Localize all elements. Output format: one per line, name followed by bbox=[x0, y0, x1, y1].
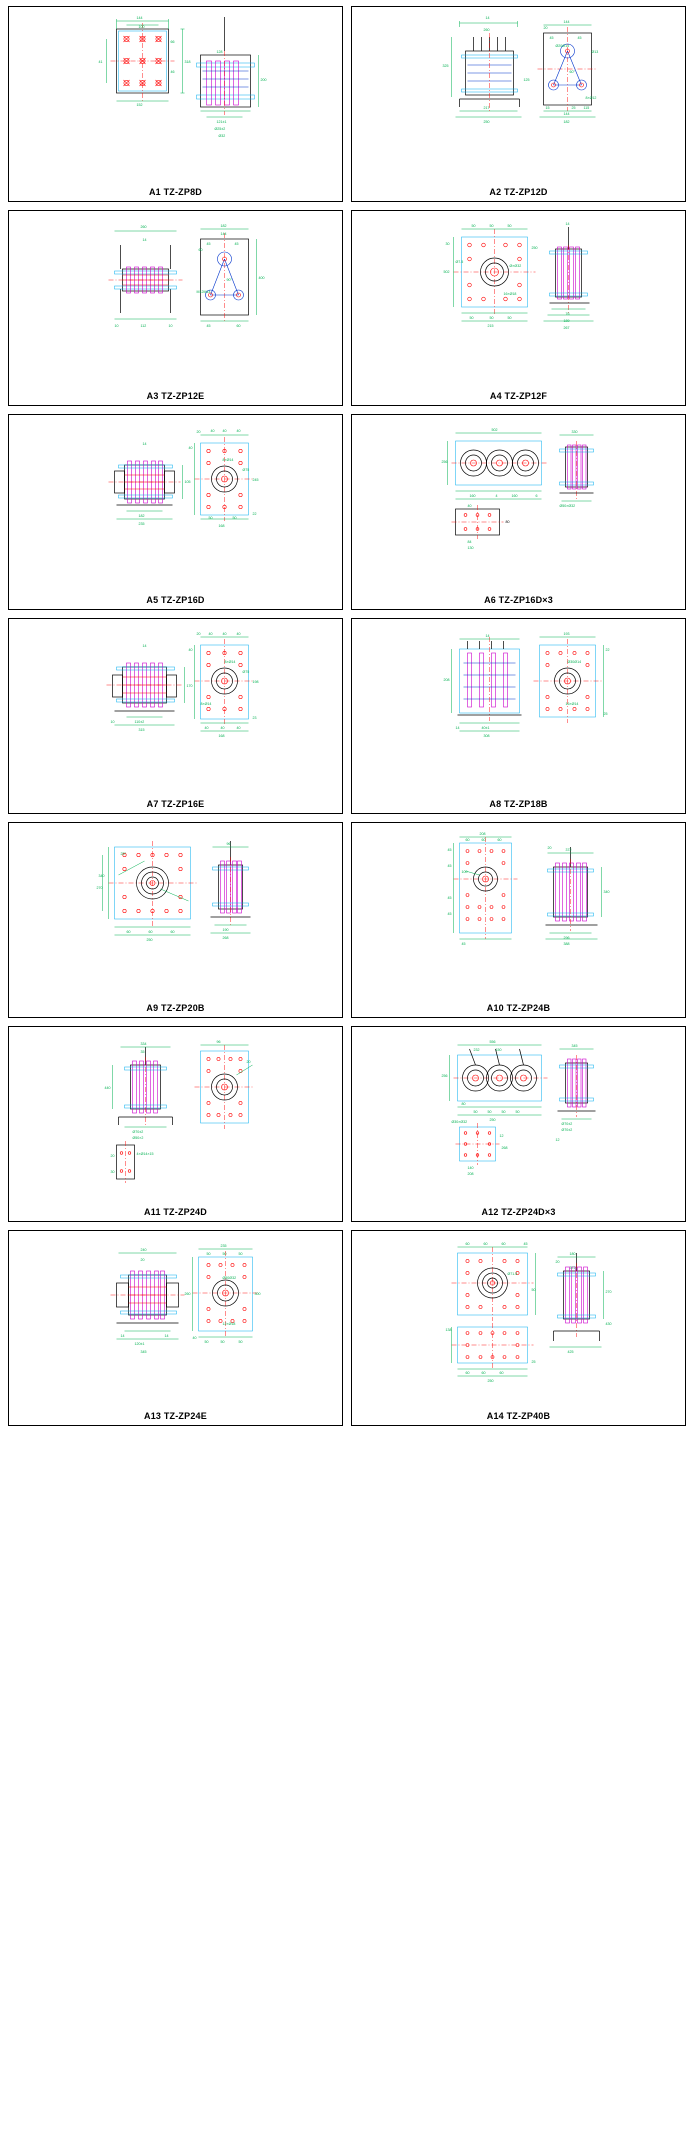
svg-text:144: 144 bbox=[563, 112, 570, 116]
svg-text:60: 60 bbox=[497, 838, 502, 842]
drawing-a3 bbox=[9, 211, 342, 379]
svg-text:20: 20 bbox=[196, 430, 201, 434]
svg-text:40: 40 bbox=[188, 648, 193, 652]
svg-text:14: 14 bbox=[142, 442, 147, 446]
svg-text:4: 4 bbox=[495, 494, 498, 498]
panel-a13 bbox=[8, 1230, 343, 1426]
svg-text:12×Ø18: 12×Ø18 bbox=[222, 1322, 236, 1326]
svg-text:12: 12 bbox=[499, 1134, 504, 1138]
svg-text:150: 150 bbox=[495, 1048, 502, 1052]
svg-text:180: 180 bbox=[569, 1252, 576, 1256]
svg-text:60: 60 bbox=[126, 930, 131, 934]
panel-a11-canvas bbox=[9, 1027, 342, 1195]
svg-text:50: 50 bbox=[507, 316, 512, 320]
svg-text:40: 40 bbox=[236, 429, 241, 433]
svg-text:Ø71.5: Ø71.5 bbox=[507, 1272, 518, 1276]
svg-text:60: 60 bbox=[501, 1242, 506, 1246]
svg-text:193: 193 bbox=[563, 632, 570, 636]
svg-text:60: 60 bbox=[481, 1371, 486, 1375]
svg-text:40: 40 bbox=[222, 632, 227, 636]
svg-text:40: 40 bbox=[208, 632, 213, 636]
panel-a5 bbox=[8, 414, 343, 610]
svg-text:189: 189 bbox=[563, 319, 570, 323]
svg-text:430: 430 bbox=[605, 1322, 612, 1326]
svg-text:80: 80 bbox=[461, 1102, 466, 1106]
drawing-a4 bbox=[352, 211, 685, 379]
drawing-a14 bbox=[352, 1231, 685, 1399]
svg-text:4×Ø14×15: 4×Ø14×15 bbox=[136, 1152, 154, 1156]
svg-text:182: 182 bbox=[563, 120, 570, 124]
svg-text:Ø50×2: Ø50×2 bbox=[132, 1136, 144, 1140]
svg-text:425: 425 bbox=[567, 1350, 574, 1354]
svg-text:60: 60 bbox=[170, 930, 175, 934]
svg-text:40: 40 bbox=[236, 632, 241, 636]
svg-text:14: 14 bbox=[142, 644, 147, 648]
svg-text:240: 240 bbox=[140, 1248, 147, 1252]
svg-text:50: 50 bbox=[471, 224, 476, 228]
svg-text:190: 190 bbox=[222, 928, 229, 932]
svg-text:168: 168 bbox=[218, 734, 225, 738]
svg-text:45: 45 bbox=[577, 36, 582, 40]
panel-a5-canvas bbox=[9, 415, 342, 583]
svg-text:20: 20 bbox=[110, 1154, 115, 1158]
svg-text:Ø13: Ø13 bbox=[591, 50, 599, 54]
svg-text:25: 25 bbox=[603, 712, 608, 716]
svg-text:300: 300 bbox=[254, 1292, 261, 1296]
svg-text:345: 345 bbox=[140, 1350, 147, 1354]
drawing-a9 bbox=[9, 823, 342, 991]
svg-text:Ø32: Ø32 bbox=[218, 134, 226, 138]
svg-text:90°: 90° bbox=[226, 278, 232, 282]
panel-a4 bbox=[351, 210, 686, 406]
svg-text:250: 250 bbox=[487, 1379, 494, 1383]
svg-text:Ø×Ø32: Ø×Ø32 bbox=[509, 264, 522, 268]
drawing-a12 bbox=[352, 1027, 685, 1195]
svg-text:235: 235 bbox=[138, 522, 145, 526]
panel-a10 bbox=[351, 822, 686, 1018]
drawing-a10 bbox=[352, 823, 685, 991]
svg-text:40±1: 40±1 bbox=[481, 726, 490, 730]
panel-a8-caption: A8 TZ-ZP18B bbox=[489, 799, 548, 809]
svg-text:14: 14 bbox=[164, 1334, 169, 1338]
panel-a4-caption: A4 TZ-ZP12F bbox=[489, 391, 548, 401]
svg-text:20: 20 bbox=[555, 1260, 560, 1264]
svg-text:50: 50 bbox=[208, 516, 213, 520]
svg-text:110±2: 110±2 bbox=[134, 720, 145, 724]
svg-text:Ø70±2: Ø70±2 bbox=[561, 1122, 573, 1126]
drawing-a2 bbox=[352, 7, 685, 175]
svg-text:14: 14 bbox=[485, 16, 490, 20]
svg-text:144: 144 bbox=[563, 20, 570, 24]
svg-text:22: 22 bbox=[605, 648, 610, 652]
svg-text:270: 270 bbox=[96, 886, 103, 890]
svg-text:250: 250 bbox=[483, 120, 490, 124]
svg-text:208: 208 bbox=[467, 1172, 474, 1176]
svg-text:80: 80 bbox=[505, 520, 510, 524]
svg-text:318: 318 bbox=[184, 60, 191, 64]
svg-text:50: 50 bbox=[489, 224, 494, 228]
panel-a4-canvas bbox=[352, 211, 685, 379]
panel-a12 bbox=[351, 1026, 686, 1222]
panel-a6-caption: A6 TZ-ZP16D×3 bbox=[484, 595, 553, 605]
svg-text:45: 45 bbox=[447, 912, 452, 916]
panel-a1-caption: A1 TZ-ZP8D bbox=[148, 187, 202, 197]
svg-text:Ø25±2: Ø25±2 bbox=[214, 127, 226, 131]
panel-a2-caption: A2 TZ-ZP12D bbox=[489, 187, 548, 197]
svg-text:45: 45 bbox=[206, 324, 211, 328]
svg-text:14: 14 bbox=[142, 238, 147, 242]
svg-text:334: 334 bbox=[140, 1042, 147, 1046]
svg-text:Ø30×Ø32: Ø30×Ø32 bbox=[451, 1120, 468, 1124]
panel-a14-caption: A14 TZ-ZP40B bbox=[486, 1411, 551, 1421]
svg-text:235: 235 bbox=[220, 1244, 227, 1248]
panel-a14-canvas bbox=[352, 1231, 685, 1399]
svg-text:50: 50 bbox=[489, 316, 494, 320]
svg-text:152: 152 bbox=[136, 103, 143, 107]
panel-a3 bbox=[8, 210, 343, 406]
svg-text:440: 440 bbox=[104, 1086, 111, 1090]
drawing-a7 bbox=[9, 619, 342, 787]
svg-text:25°: 25° bbox=[120, 852, 126, 856]
panel-a3-caption: A3 TZ-ZP12E bbox=[146, 391, 205, 401]
svg-text:20: 20 bbox=[547, 846, 552, 850]
svg-text:372: 372 bbox=[569, 1266, 576, 1270]
panel-a12-caption: A12 TZ-ZP24D×3 bbox=[481, 1207, 556, 1217]
svg-text:45: 45 bbox=[447, 864, 452, 868]
svg-text:388: 388 bbox=[563, 942, 570, 946]
svg-text:50: 50 bbox=[222, 1252, 227, 1256]
svg-text:268: 268 bbox=[501, 1146, 508, 1150]
svg-text:340: 340 bbox=[603, 890, 610, 894]
svg-text:256: 256 bbox=[441, 460, 448, 464]
svg-text:200: 200 bbox=[260, 78, 267, 82]
svg-text:198: 198 bbox=[252, 680, 259, 684]
svg-text:8×Ø14: 8×Ø14 bbox=[200, 702, 212, 706]
panel-a1-canvas bbox=[9, 7, 342, 175]
svg-text:23: 23 bbox=[252, 716, 257, 720]
panel-a13-canvas bbox=[9, 1231, 342, 1399]
panel-a11-caption: A11 TZ-ZP24D bbox=[144, 1207, 207, 1217]
svg-text:325: 325 bbox=[442, 64, 449, 68]
svg-text:16×Ø14: 16×Ø14 bbox=[565, 702, 579, 706]
svg-text:45: 45 bbox=[461, 942, 466, 946]
svg-text:14: 14 bbox=[485, 634, 490, 638]
svg-text:260: 260 bbox=[140, 225, 147, 229]
svg-text:60: 60 bbox=[465, 1242, 470, 1246]
panel-a9-caption: A9 TZ-ZP20B bbox=[146, 1003, 205, 1013]
svg-text:130: 130 bbox=[467, 546, 474, 550]
panel-a7-canvas bbox=[9, 619, 342, 787]
panel-a8-canvas bbox=[352, 619, 685, 787]
svg-text:30: 30 bbox=[110, 1170, 115, 1174]
svg-text:502: 502 bbox=[491, 428, 498, 432]
svg-text:8×Ø14: 8×Ø14 bbox=[224, 660, 236, 664]
svg-text:120±1: 120±1 bbox=[134, 1342, 145, 1346]
svg-text:50: 50 bbox=[473, 1110, 478, 1114]
svg-text:50: 50 bbox=[206, 1252, 211, 1256]
svg-text:250: 250 bbox=[146, 938, 153, 942]
panel-a5-caption: A5 TZ-ZP16D bbox=[146, 595, 205, 605]
panel-a14 bbox=[351, 1230, 686, 1426]
svg-text:100: 100 bbox=[461, 870, 468, 874]
svg-text:182: 182 bbox=[220, 224, 227, 228]
panel-a6-canvas bbox=[352, 415, 685, 583]
svg-text:60: 60 bbox=[499, 1371, 504, 1375]
svg-text:100: 100 bbox=[138, 25, 145, 29]
svg-text:330: 330 bbox=[571, 430, 578, 434]
svg-text:40: 40 bbox=[467, 504, 472, 508]
svg-text:96: 96 bbox=[216, 1040, 221, 1044]
svg-text:50: 50 bbox=[501, 1110, 506, 1114]
svg-text:245: 245 bbox=[252, 478, 259, 482]
panel-a2-canvas bbox=[352, 7, 685, 175]
svg-text:Ø70±2: Ø70±2 bbox=[132, 1130, 144, 1134]
svg-text:125: 125 bbox=[523, 78, 530, 82]
svg-text:14: 14 bbox=[120, 1334, 125, 1338]
svg-text:Ø7.5: Ø7.5 bbox=[455, 260, 464, 264]
svg-text:345: 345 bbox=[571, 1044, 578, 1048]
panel-a9-canvas bbox=[9, 823, 342, 991]
panel-a13-caption: A13 TZ-ZP24E bbox=[144, 1411, 207, 1421]
panel-a3-canvas bbox=[9, 211, 342, 379]
svg-text:10: 10 bbox=[168, 324, 173, 328]
panel-a10-caption: A10 TZ-ZP24B bbox=[486, 1003, 551, 1013]
svg-text:20: 20 bbox=[140, 1258, 145, 1262]
svg-text:40: 40 bbox=[204, 726, 209, 730]
svg-text:232: 232 bbox=[473, 1048, 480, 1052]
svg-text:25: 25 bbox=[571, 106, 576, 110]
svg-text:35: 35 bbox=[140, 1050, 145, 1054]
svg-text:160: 160 bbox=[511, 494, 518, 498]
drawing-a11 bbox=[9, 1027, 342, 1195]
svg-text:260: 260 bbox=[483, 28, 490, 32]
svg-text:50: 50 bbox=[204, 1340, 209, 1344]
svg-text:270: 270 bbox=[605, 1290, 612, 1294]
svg-text:45: 45 bbox=[206, 242, 211, 246]
svg-text:46: 46 bbox=[170, 70, 175, 74]
svg-text:Ø20Ø14: Ø20Ø14 bbox=[555, 44, 570, 48]
svg-text:40: 40 bbox=[236, 726, 241, 730]
panel-a9 bbox=[8, 822, 343, 1018]
svg-text:50: 50 bbox=[487, 1110, 492, 1114]
svg-text:30: 30 bbox=[445, 242, 450, 246]
svg-text:50: 50 bbox=[507, 224, 512, 228]
svg-text:45: 45 bbox=[549, 36, 554, 40]
svg-text:10: 10 bbox=[114, 324, 119, 328]
svg-text:315: 315 bbox=[138, 728, 145, 732]
drawing-a8 bbox=[352, 619, 685, 787]
svg-text:250: 250 bbox=[489, 1118, 496, 1122]
svg-text:144: 144 bbox=[220, 232, 227, 236]
svg-text:112: 112 bbox=[140, 324, 147, 328]
svg-text:8×Ø14: 8×Ø14 bbox=[222, 458, 234, 462]
svg-text:14: 14 bbox=[455, 726, 460, 730]
svg-text:Ø50Ø32: Ø50Ø32 bbox=[222, 1276, 237, 1280]
svg-text:6: 6 bbox=[535, 494, 538, 498]
svg-text:60°: 60° bbox=[569, 70, 575, 74]
drawing-a13 bbox=[9, 1231, 342, 1399]
drawing-a1 bbox=[9, 7, 342, 175]
svg-text:Ø50×Ø32: Ø50×Ø32 bbox=[559, 504, 576, 508]
svg-text:76: 76 bbox=[565, 312, 570, 316]
svg-text:215: 215 bbox=[487, 324, 494, 328]
panel-a10-canvas bbox=[352, 823, 685, 991]
svg-text:12: 12 bbox=[555, 1138, 560, 1142]
svg-text:14: 14 bbox=[565, 222, 570, 226]
svg-text:60: 60 bbox=[465, 1371, 470, 1375]
panel-grid bbox=[8, 6, 686, 1426]
drawing-a6 bbox=[352, 415, 685, 583]
svg-text:M12M14: M12M14 bbox=[196, 290, 211, 294]
svg-text:41: 41 bbox=[98, 60, 103, 64]
svg-text:45: 45 bbox=[234, 242, 239, 246]
svg-text:15: 15 bbox=[545, 106, 550, 110]
svg-text:60: 60 bbox=[483, 1242, 488, 1246]
svg-text:45: 45 bbox=[447, 848, 452, 852]
panel-a7 bbox=[8, 618, 343, 814]
svg-text:128: 128 bbox=[216, 50, 223, 54]
svg-text:10: 10 bbox=[110, 720, 115, 724]
svg-text:45: 45 bbox=[447, 896, 452, 900]
panel-a8 bbox=[351, 618, 686, 814]
svg-text:20: 20 bbox=[196, 632, 201, 636]
svg-text:105: 105 bbox=[184, 480, 191, 484]
svg-text:50: 50 bbox=[232, 516, 237, 520]
svg-text:40: 40 bbox=[210, 429, 215, 433]
svg-text:308: 308 bbox=[483, 734, 490, 738]
svg-text:296: 296 bbox=[563, 936, 570, 940]
svg-text:250: 250 bbox=[531, 246, 538, 250]
svg-text:60: 60 bbox=[148, 930, 153, 934]
svg-text:Ø70±2: Ø70±2 bbox=[561, 1128, 573, 1132]
svg-text:170: 170 bbox=[186, 684, 193, 688]
svg-text:60: 60 bbox=[465, 838, 470, 842]
svg-text:Ø75: Ø75 bbox=[242, 468, 250, 472]
svg-text:160: 160 bbox=[469, 494, 476, 498]
svg-text:60: 60 bbox=[236, 324, 241, 328]
svg-text:50: 50 bbox=[238, 1252, 243, 1256]
svg-text:256: 256 bbox=[441, 1074, 448, 1078]
svg-text:50: 50 bbox=[220, 1340, 225, 1344]
svg-text:16×Ø18: 16×Ø18 bbox=[503, 292, 517, 296]
svg-text:40: 40 bbox=[188, 446, 193, 450]
panel-a11 bbox=[8, 1026, 343, 1222]
svg-text:556: 556 bbox=[489, 1040, 496, 1044]
svg-text:144: 144 bbox=[136, 16, 143, 20]
svg-text:22: 22 bbox=[252, 512, 257, 516]
svg-text:138: 138 bbox=[445, 1328, 452, 1332]
svg-text:84: 84 bbox=[467, 540, 472, 544]
svg-text:66: 66 bbox=[170, 40, 175, 44]
svg-text:8×Ø12: 8×Ø12 bbox=[585, 96, 597, 100]
svg-text:340: 340 bbox=[98, 874, 105, 878]
svg-text:60: 60 bbox=[481, 838, 486, 842]
svg-text:208: 208 bbox=[443, 678, 450, 682]
svg-text:400: 400 bbox=[258, 276, 265, 280]
panel-a12-canvas bbox=[352, 1027, 685, 1195]
svg-text:502: 502 bbox=[443, 270, 450, 274]
svg-text:20: 20 bbox=[543, 26, 548, 30]
panel-a1 bbox=[8, 6, 343, 202]
drawing-a5 bbox=[9, 415, 342, 583]
svg-text:267: 267 bbox=[563, 326, 570, 330]
svg-text:208: 208 bbox=[479, 832, 486, 836]
svg-text:50: 50 bbox=[469, 316, 474, 320]
svg-text:182: 182 bbox=[138, 514, 145, 518]
svg-text:25: 25 bbox=[531, 1360, 536, 1364]
svg-text:96: 96 bbox=[226, 842, 231, 846]
svg-text:Ø75: Ø75 bbox=[242, 670, 250, 674]
panel-a6 bbox=[351, 414, 686, 610]
panel-a7-caption: A7 TZ-ZP16E bbox=[146, 799, 205, 809]
svg-text:40: 40 bbox=[220, 726, 225, 730]
svg-text:268: 268 bbox=[222, 936, 229, 940]
svg-text:260: 260 bbox=[184, 1292, 191, 1296]
svg-text:140: 140 bbox=[467, 1166, 474, 1170]
svg-text:372: 372 bbox=[565, 848, 572, 852]
svg-text:60: 60 bbox=[198, 248, 203, 252]
svg-text:168: 168 bbox=[218, 524, 225, 528]
svg-text:Ø30Ø14: Ø30Ø14 bbox=[567, 660, 582, 664]
svg-text:50: 50 bbox=[238, 1340, 243, 1344]
svg-text:40: 40 bbox=[192, 1336, 197, 1340]
panel-a2 bbox=[351, 6, 686, 202]
svg-text:217: 217 bbox=[483, 106, 490, 110]
svg-text:115: 115 bbox=[583, 106, 590, 110]
svg-text:50: 50 bbox=[531, 1288, 536, 1292]
svg-text:45: 45 bbox=[523, 1242, 528, 1246]
svg-text:40: 40 bbox=[222, 429, 227, 433]
svg-text:20: 20 bbox=[246, 1060, 251, 1064]
svg-text:50: 50 bbox=[515, 1110, 520, 1114]
svg-text:121±1: 121±1 bbox=[216, 120, 227, 124]
